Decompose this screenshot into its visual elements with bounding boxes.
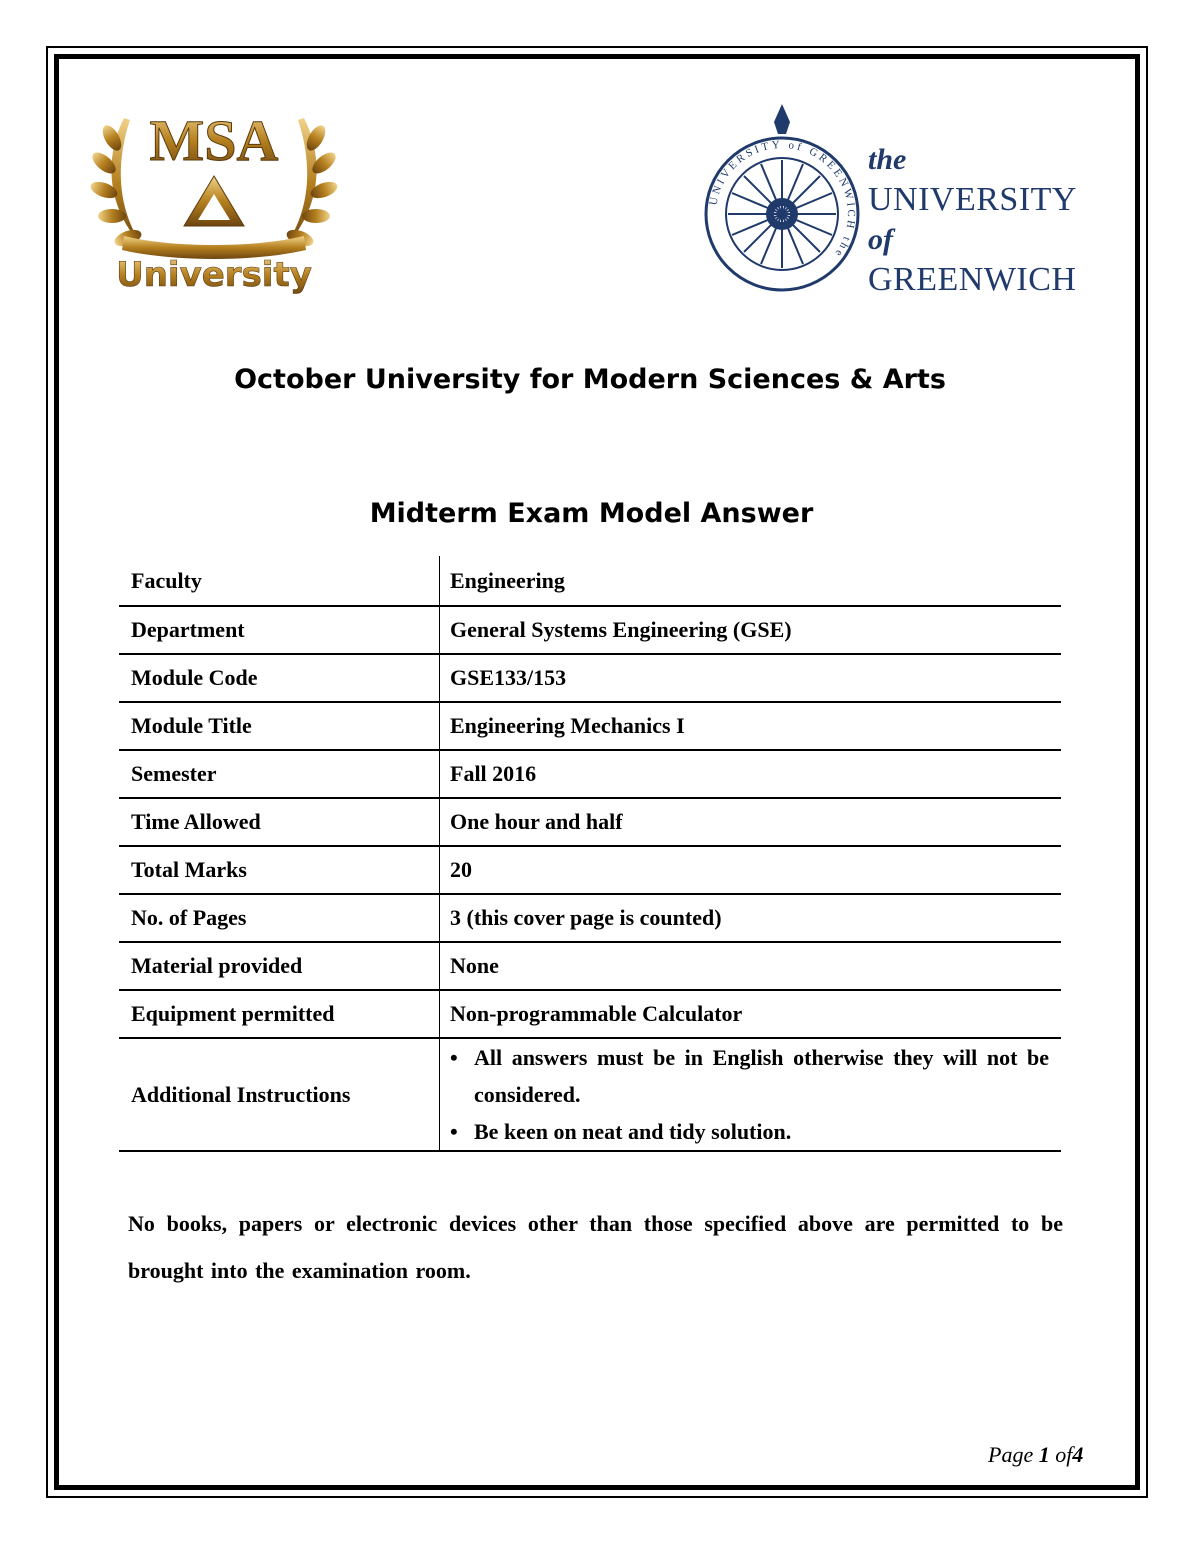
row-label: Total Marks	[119, 846, 440, 894]
row-value: One hour and half	[450, 809, 623, 834]
table-row-instructions	[119, 1038, 1061, 1151]
row-label: Time Allowed	[119, 798, 440, 846]
row-value: Engineering	[450, 567, 565, 593]
row-value: Engineering Mechanics I	[450, 713, 685, 738]
svg-text:MSA: MSA	[149, 108, 279, 173]
table-row	[119, 556, 1061, 606]
greenwich-of: of	[868, 223, 893, 256]
row-label: Additional Instructions	[119, 1038, 440, 1151]
row-value: Fall 2016	[450, 761, 537, 786]
row-label: Module Title	[119, 702, 440, 750]
table-row	[119, 750, 1061, 798]
greenwich-crest-logo	[700, 100, 865, 292]
table-row	[119, 990, 1061, 1038]
instructions-list	[450, 1039, 1051, 1150]
table-row	[119, 606, 1061, 654]
svg-text:UNIVERSITY of GREENWICH the: UNIVERSITY of GREENWICH the	[707, 138, 858, 261]
table-row	[119, 702, 1061, 750]
row-label: No. of Pages	[119, 894, 440, 942]
greenwich-name: GREENWICH	[868, 261, 1077, 298]
list-item: • Be keen on neat and tidy solution.	[450, 1113, 1049, 1150]
row-value: General Systems Engineering (GSE)	[450, 617, 792, 642]
row-label: Semester	[119, 750, 440, 798]
row-value: Non-programmable Calculator	[450, 1001, 743, 1026]
list-item: • All answers must be in English otherwise they will not be considered.	[450, 1039, 1049, 1113]
row-label: Faculty	[119, 556, 440, 606]
table-row	[119, 798, 1061, 846]
msa-university-logo	[84, 98, 344, 298]
row-label: Material provided	[119, 942, 440, 990]
row-label: Equipment permitted	[119, 990, 440, 1038]
row-value: 3 (this cover page is counted)	[450, 905, 722, 930]
row-value	[440, 1038, 1062, 1151]
table-row	[119, 894, 1061, 942]
table-row	[119, 942, 1061, 990]
row-label: Module Code	[119, 654, 440, 702]
row-value: GSE133/153	[450, 665, 567, 690]
exam-rules-note: No books, papers or electronic devices other than those specified above are permitted to be brought into the examination room.	[128, 1211, 1063, 1283]
table-row	[119, 846, 1061, 894]
university-name: October University for Modern Sciences & Arts	[234, 364, 946, 395]
page-number: Page 1 of4	[988, 1442, 1084, 1467]
greenwich-wordmark	[868, 140, 1077, 300]
document-title: Midterm Exam Model Answer	[369, 498, 814, 529]
greenwich-university: UNIVERSITY	[868, 181, 1077, 218]
row-value: None	[450, 953, 499, 978]
row-value: 20	[450, 857, 472, 882]
svg-text:University: University	[116, 255, 312, 295]
row-label: Department	[119, 606, 440, 654]
exam-info-table	[119, 556, 1061, 1152]
greenwich-the: the	[868, 143, 907, 176]
table-row	[119, 654, 1061, 702]
